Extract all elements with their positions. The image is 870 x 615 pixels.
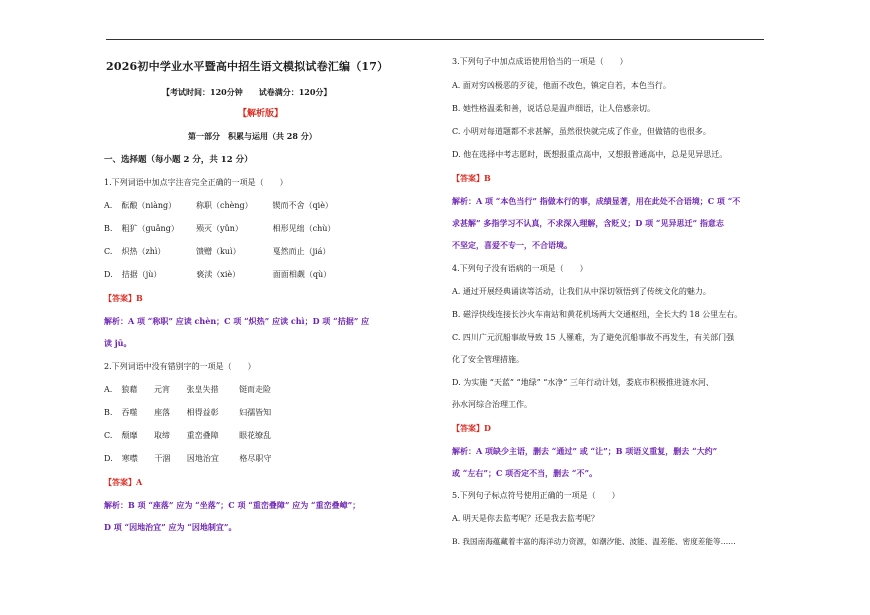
q2-stem: 2.下列词语中没有错别字的一项是（ ）	[104, 362, 256, 371]
q2-explanation-line-1: 解析：B 项 “座落” 应为 “坐落”；C 项 “重峦叠障” 应为 “重峦叠嶂”；	[104, 500, 361, 510]
q1-option-d: D. 拮据（jù） 亵渎（xiè） 面面相觑（qù）	[104, 270, 332, 279]
q3-explanation-line-1: 解析：A 项 “本色当行” 指做本行的事，成绩显著，用在此处不合语境；C 项 “不	[452, 196, 741, 206]
q3-option-d: D. 他在选择中考志愿时，既想报重点高中，又想报普通高中，总是见异思迁。	[452, 150, 728, 159]
q4-explanation-line-2: 或 “左右”；C 项否定不当，删去 “不”。	[452, 468, 598, 478]
q3-option-b: B. 她性格温柔和善，说话总是温声细语，让人倍感亲切。	[452, 104, 655, 113]
header-rule	[106, 39, 764, 40]
q4-stem: 4.下列句子没有语病的一项是（ ）	[452, 264, 588, 273]
version-label: 【解析版】	[238, 109, 284, 119]
q4-option-c-line-2: 化了安全管理措施。	[452, 355, 524, 364]
q4-option-c-line-1: C. 四川广元沉船事故导致 15 人罹难，为了避免沉船事故不再发生，有关部门强	[452, 333, 735, 342]
q1-option-b: B. 粗犷（guǎng） 殒灭（yǔn） 相形见绌（chù）	[104, 224, 336, 233]
exam-info: 【考试时间：120分钟 试卷满分：120分】	[162, 87, 332, 97]
q4-answer: 【答案】D	[452, 423, 491, 433]
q1-stem: 1.下列词语中加点字注音完全正确的一项是（ ）	[104, 178, 288, 187]
part-heading: 第一部分 积累与运用（共 28 分）	[188, 131, 317, 141]
q1-explanation-line-1: 解析：A 项 “称职” 应读 chèn；C 项 “炽热” 应读 chì；D 项 “拮据” 应	[104, 316, 370, 326]
q3-explanation-line-3: 不坚定，喜爱不专一，不合语境。	[452, 240, 572, 250]
q4-explanation-line-1: 解析：A 项缺少主语，删去 “通过” 或 “让”；B 项语义重复，删去 “大约”	[452, 446, 718, 456]
q5-option-b: B. 我国南海蕴藏着丰富的海洋动力资源，如潮汐能、波能、温差能、密度差能等……	[452, 537, 736, 546]
q4-option-d-line-1: D. 为实施 “天蓝” “地绿” “水净” 三年行动计划，娄底市积极推进涟水河、	[452, 378, 714, 387]
q3-option-a: A. 面对穷凶极恶的歹徒，他面不改色，镇定自若，本色当行。	[452, 81, 671, 90]
q4-option-d-line-2: 孙水河综合治理工作。	[452, 400, 532, 409]
q2-option-c: C. 颓靡 取缔 重峦叠障 眼花缭乱	[104, 431, 272, 440]
q4-option-a: A. 通过开展经典诵读等活动，让我们从中深切领悟到了传统文化的魅力。	[452, 287, 711, 296]
q5-option-a: A. 明天是你去监考呢？还是我去监考呢？	[452, 514, 599, 523]
page-title: 2026初中学业水平暨高中招生语文模拟试卷汇编（17）	[106, 60, 389, 73]
q2-option-a: A. 狼藉 元宵 张皇失措 铤而走险	[104, 385, 272, 394]
q1-answer: 【答案】B	[104, 293, 143, 303]
q2-answer: 【答案】A	[104, 477, 143, 487]
q3-explanation-line-2: 求甚解” 多指学习不认真，不求深入理解，含贬义；D 项 “见异思迁” 指意志	[452, 218, 724, 228]
q3-stem: 3.下列句子中加点成语使用恰当的一项是（ ）	[452, 57, 628, 66]
q2-explanation-line-2: D 项 “因地治宜” 应为 “因地制宜”。	[104, 522, 237, 532]
q3-answer: 【答案】B	[452, 173, 491, 183]
q5-stem: 5.下列句子标点符号使用正确的一项是（ ）	[452, 491, 620, 500]
q1-explanation-line-2: 读 jū。	[104, 338, 132, 348]
q3-option-c: C. 小明对每道题都不求甚解，虽然很快就完成了作业，但做错的也很多。	[452, 127, 711, 136]
q1-option-c: C. 炽热（zhì） 馈赠（kuì） 戛然而止（jiá）	[104, 247, 331, 256]
q1-option-a: A. 酝酿（niàng） 称职（chèng） 锲而不舍（qiè）	[104, 201, 333, 210]
q2-option-b: B. 吞噬 座落 相得益彰 妇孺皆知	[104, 408, 272, 417]
q2-option-d: D. 寒噤 干涸 因地治宜 格尽职守	[104, 454, 272, 463]
q4-option-b: B. 磁浮快线连接长沙火车南站和黄花机场两大交通枢纽，全长大约 18 公里左右。	[452, 310, 743, 319]
section-heading: 一、选择题（每小题 2 分，共 12 分）	[104, 155, 253, 165]
